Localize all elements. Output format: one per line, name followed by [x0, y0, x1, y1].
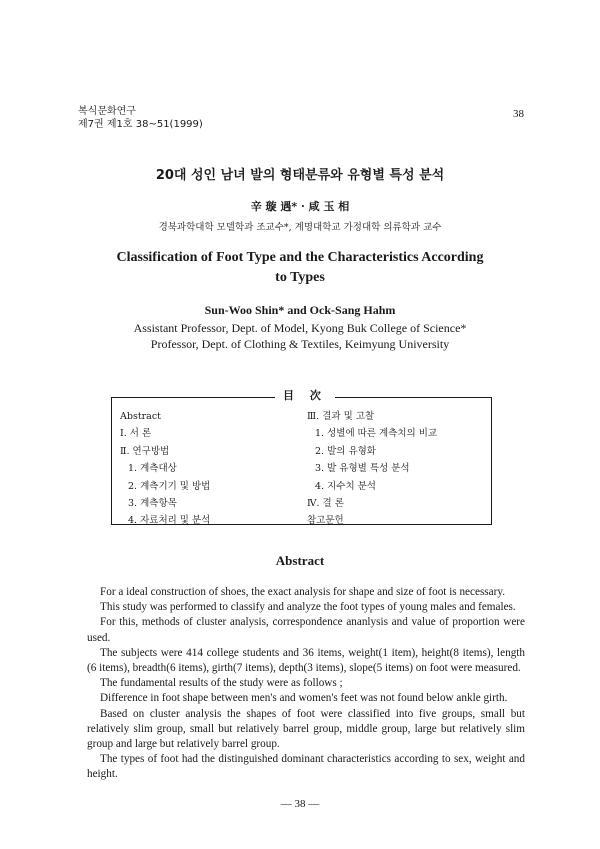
- english-authors: Sun-Woo Shin* and Ock-Sang Hahm: [204, 303, 396, 317]
- toc-item: 1. 계측대상: [128, 463, 177, 475]
- journal-issue: 제7권 제1호 38~51(1999): [78, 119, 203, 130]
- journal-info: [78, 105, 203, 131]
- page-number-top: 38: [513, 108, 524, 120]
- toc-item: 3. 발 유형별 특성 분석: [315, 463, 410, 475]
- abstract-paragraph: The types of foot had the distinguished dominant characteristics according to sex, weight and height.: [87, 753, 525, 781]
- abstract-paragraph: Based on cluster analysis the shapes of foot were classified into five groups, small but relatively slim group, small but relatively barrel group, middle group, large but relatively slim group and large but relatively barrel group.: [87, 707, 525, 751]
- toc-item: Ⅳ. 결 론: [307, 498, 344, 510]
- toc-item: 2. 발의 유형화: [315, 445, 376, 457]
- abstract-paragraph: For a ideal construction of shoes, the exact analysis for shape and size of foot is necessary.: [100, 586, 506, 598]
- english-affiliation: [0, 320, 600, 352]
- toc-item: 1. 성별에 따른 계측치의 비교: [315, 428, 438, 440]
- toc-right-column: [307, 408, 437, 530]
- english-title: [60, 248, 540, 288]
- toc-title: 目 次: [275, 387, 335, 403]
- journal-name: 복식문화연구: [78, 106, 136, 117]
- page-number-bottom: — 38 —: [280, 798, 320, 810]
- abstract-paragraph: The subjects were 414 college students and 36 items, weight(1 item), height(8 items), length (6 items), breadth(6 items), girth(7 items), depth(3 items), slope(5 items) on foot were measured.: [87, 646, 525, 675]
- english-affiliation-line-2: Professor, Dept. of Clothing & Textiles, Keimyung University: [150, 337, 450, 351]
- english-affiliation-line-1: Assistant Professor, Dept. of Model, Kyong Buk College of Science*: [133, 321, 467, 335]
- toc-item: 3. 계측항목: [128, 498, 177, 510]
- toc-item: Ⅲ. 결과 및 고찰: [307, 411, 375, 422]
- toc-item: Abstract: [120, 411, 161, 422]
- toc-item: 4. 지수치 분석: [315, 480, 376, 492]
- abstract-heading: Abstract: [275, 553, 325, 568]
- abstract-body: [87, 585, 525, 783]
- english-title-line-1: Classification of Foot Type and the Characteristics According: [116, 250, 484, 265]
- korean-authors: 辛 璇 遇* · 咸 玉 相: [250, 200, 350, 213]
- table-of-contents: [111, 389, 492, 527]
- toc-item: 4. 자료처리 및 분석: [128, 515, 211, 527]
- toc-item: 2. 계측기기 및 방법: [128, 480, 211, 492]
- abstract-paragraph: The fundamental results of the study were as follows ;: [100, 677, 343, 690]
- korean-affiliation: 경북과학대학 모델학과 조교수*, 계명대학교 가정대학 의류학과 교수: [158, 222, 442, 233]
- korean-title: 20대 성인 남녀 발의 형태분류와 유형별 특성 분석: [155, 168, 445, 183]
- abstract-paragraph: For this, methods of cluster analysis, correspondence ananlysis and value of proportion were used.: [87, 616, 525, 644]
- abstract-paragraph: Difference in foot shape between men's and women's feet was not found below ankle girth.: [100, 692, 508, 705]
- toc-item: Ⅱ. 연구방법: [120, 445, 170, 457]
- toc-item: 참고문헌: [307, 515, 344, 527]
- abstract-paragraph: This study was performed to classify and analyze the foot types of young males and females.: [100, 601, 516, 614]
- toc-item: Ⅰ. 서 론: [120, 428, 152, 440]
- english-title-line-2: to Types: [275, 270, 325, 285]
- toc-left-column: [120, 408, 210, 530]
